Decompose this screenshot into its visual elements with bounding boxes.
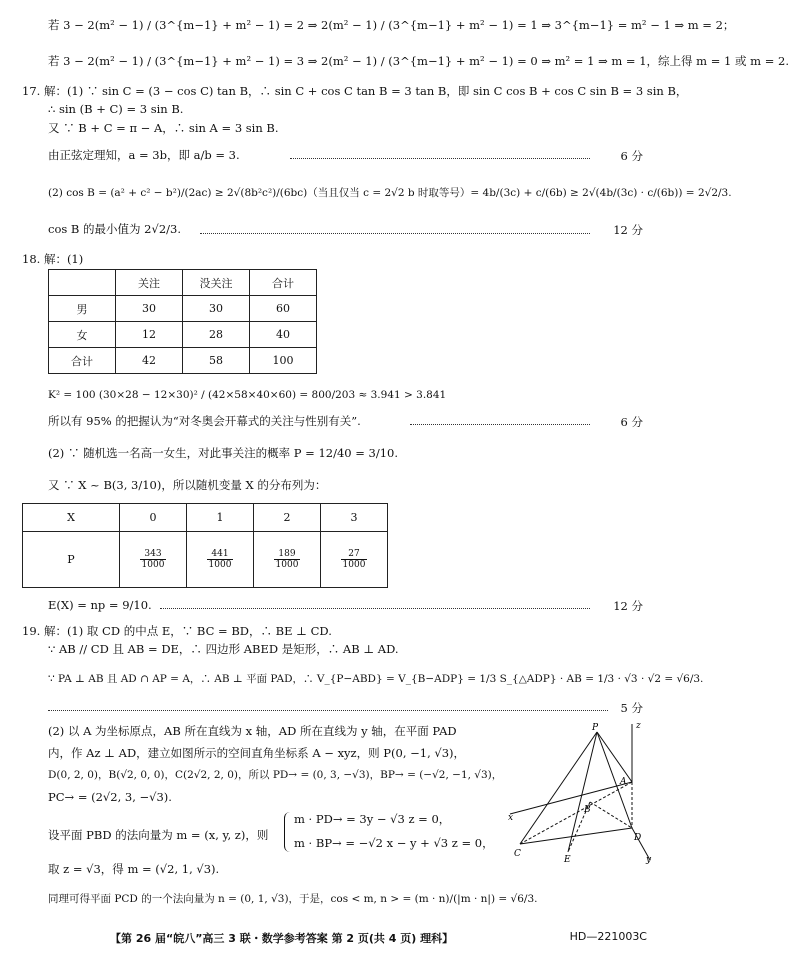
solution-line: 若 3 − 2(m² − 1) / (3^{m−1} + m² − 1) = 3 ⇒ 2(m² − 1) / (3^{m−1} + m² − 1) = 0 ⇒ m² = 1 ⇒ m = 1，综上得 m = 1 或 m = 2. <box>48 54 789 68</box>
score-mark: 5 分 <box>620 701 643 715</box>
q19-line: 同理可得平面 PCD 的一个法向量为 n = (0, 1, √3)，于是，cos < m, n > = (m · n)/(|m · n|) = √6/3. <box>48 893 538 905</box>
score-mark: 12 分 <box>613 599 643 613</box>
table-cell <box>321 532 388 588</box>
q17-line: 17. 解：(1) ∵ sin C = (3 − cos C) tan B，∴ sin C + cos C tan B = 3 tan B，即 sin C cos B + cos C sin B = 3 sin B， <box>22 84 688 98</box>
axis-label: y <box>646 855 652 865</box>
score-mark: 12 分 <box>613 223 643 237</box>
table-cell: 40 <box>250 322 317 348</box>
table-cell: 30 <box>116 296 183 322</box>
contingency-table <box>48 269 317 374</box>
dot-leader <box>48 710 608 711</box>
table-cell <box>187 532 254 588</box>
q19-line: 取 z = √3，得 m = (√2, 1, √3). <box>48 862 220 876</box>
q19-line: PC→ = (2√2, 3, −√3). <box>48 790 172 804</box>
system-brace <box>284 812 293 852</box>
q17-line: cos B 的最小值为 2√2/3. <box>48 222 181 236</box>
q18-line: 18. 解：(1) <box>22 252 84 266</box>
table-header: 关注 <box>116 270 183 296</box>
table-cell <box>120 532 187 588</box>
table-header: 0 <box>120 504 187 532</box>
dot-leader <box>200 233 590 234</box>
point-label: D <box>634 833 642 843</box>
table-cell: 60 <box>250 296 317 322</box>
prob-numerator: 189 <box>274 549 301 560</box>
footer-code: HD—221003C <box>569 930 647 943</box>
q18-line: K² = 100 (30×28 − 12×30)² / (42×58×40×60) = 800/203 ≈ 3.941 > 3.841 <box>48 389 447 401</box>
prob-denominator: 1000 <box>141 560 165 570</box>
prob-denominator: 1000 <box>275 560 299 570</box>
point-label: C <box>514 849 521 859</box>
q19-line: (2) 以 A 为坐标原点，AB 所在直线为 x 轴，AD 所在直线为 y 轴，在平面 PAD <box>48 724 457 738</box>
q17-line: 由正弦定理知，a = 3b，即 a/b = 3. <box>48 148 240 162</box>
table-cell: 女 <box>49 322 116 348</box>
table-cell: 合计 <box>49 348 116 374</box>
q18-line: 又 ∵ X ~ B(3, 3/10)，所以随机变量 X 的分布列为： <box>48 478 327 492</box>
table-cell: 28 <box>183 322 250 348</box>
table-cell: 男 <box>49 296 116 322</box>
axis-label: z <box>636 721 641 731</box>
table-header: 没关注 <box>183 270 250 296</box>
point-label: E <box>564 855 571 865</box>
table-cell: 42 <box>116 348 183 374</box>
q17-line: ∴ sin (B + C) = 3 sin B. <box>48 102 184 116</box>
q18-line: E(X) = np = 9/10. <box>48 598 152 612</box>
footer-title: 【第 26 届“皖八”高三 3 联・数学参考答案 第 2 页(共 4 页) 理科】 <box>110 932 454 945</box>
dot-leader <box>290 158 590 159</box>
prob-numerator: 441 <box>207 549 234 560</box>
q19-line: ∵ PA ⊥ AB 且 AD ∩ AP = A，∴ AB ⊥ 平面 PAD，∴ V_{P−ABD} = V_{B−ADP} = 1/3 S_{△ADP} · AB = 1/3 · √3 · √2 = √6/3. <box>48 673 704 685</box>
table-cell <box>254 532 321 588</box>
score-mark: 6 分 <box>620 149 643 163</box>
point-label: A <box>620 777 627 787</box>
distribution-table <box>22 503 388 588</box>
table-header: X <box>23 504 120 532</box>
table-cell: 12 <box>116 322 183 348</box>
table-header <box>49 270 116 296</box>
q18-line: (2) ∵ 随机选一名高一女生，对此事关注的概率 P = 12/40 = 3/10. <box>48 446 399 460</box>
q19-line: D(0, 2, 0)，B(√2, 0, 0)，C(2√2, 2, 0)，所以 PD→ = (0, 3, −√3)，BP→ = (−√2, −1, √3)， <box>48 769 503 781</box>
table-cell: 100 <box>250 348 317 374</box>
axis-label: x <box>508 813 514 823</box>
table-cell: 58 <box>183 348 250 374</box>
table-cell: 30 <box>183 296 250 322</box>
dot-leader <box>410 424 590 425</box>
point-label: B <box>584 805 591 815</box>
point-label: P <box>592 723 599 733</box>
prob-denominator: 1000 <box>208 560 232 570</box>
q19-line: 19. 解：(1) 取 CD 的中点 E，∵ BC = BD，∴ BE ⊥ CD. <box>22 624 332 638</box>
q19-line: 设平面 PBD 的法向量为 m = (x, y, z)，则 <box>48 828 269 842</box>
q17-line: (2) cos B = (a² + c² − b²)/(2ac) ≥ 2√(8b²c²)/(6bc)（当且仅当 c = 2√2 b 时取等号）= 4b/(3c) + c/(6b) ≥ 2√(4b/(3c) · c/(6b)) = 2√2/3. <box>48 187 732 199</box>
table-header: 2 <box>254 504 321 532</box>
score-mark: 6 分 <box>620 415 643 429</box>
solution-line: 若 3 − 2(m² − 1) / (3^{m−1} + m² − 1) = 2 ⇒ 2(m² − 1) / (3^{m−1} + m² − 1) = 1 ⇒ 3^{m−1} = m² − 1 ⇒ m = 2； <box>48 18 735 32</box>
prob-numerator: 27 <box>341 549 368 560</box>
table-header: 合计 <box>250 270 317 296</box>
q19-line: m · PD→ = 3y − √3 z = 0， <box>294 812 451 826</box>
dot-leader <box>160 608 590 609</box>
prob-numerator: 343 <box>140 549 167 560</box>
table-header: 1 <box>187 504 254 532</box>
prob-denominator: 1000 <box>342 560 366 570</box>
q18-line: 所以有 95% 的把握认为“对冬奥会开幕式的关注与性别有关”. <box>48 414 361 428</box>
q19-line: 内，作 Az ⊥ AD，建立如图所示的空间直角坐标系 A − xyz，则 P(0, −1, √3)， <box>48 746 466 760</box>
table-header: 3 <box>321 504 388 532</box>
q17-line: 又 ∵ B + C = π − A，∴ sin A = 3 sin B. <box>48 121 279 135</box>
q19-line: ∵ AB // CD 且 AB = DE，∴ 四边形 ABED 是矩形，∴ AB ⊥ AD. <box>48 642 399 656</box>
table-cell: P <box>23 532 120 588</box>
q19-line: m · BP→ = −√2 x − y + √3 z = 0， <box>294 836 494 850</box>
coordinate-figure <box>500 720 660 865</box>
